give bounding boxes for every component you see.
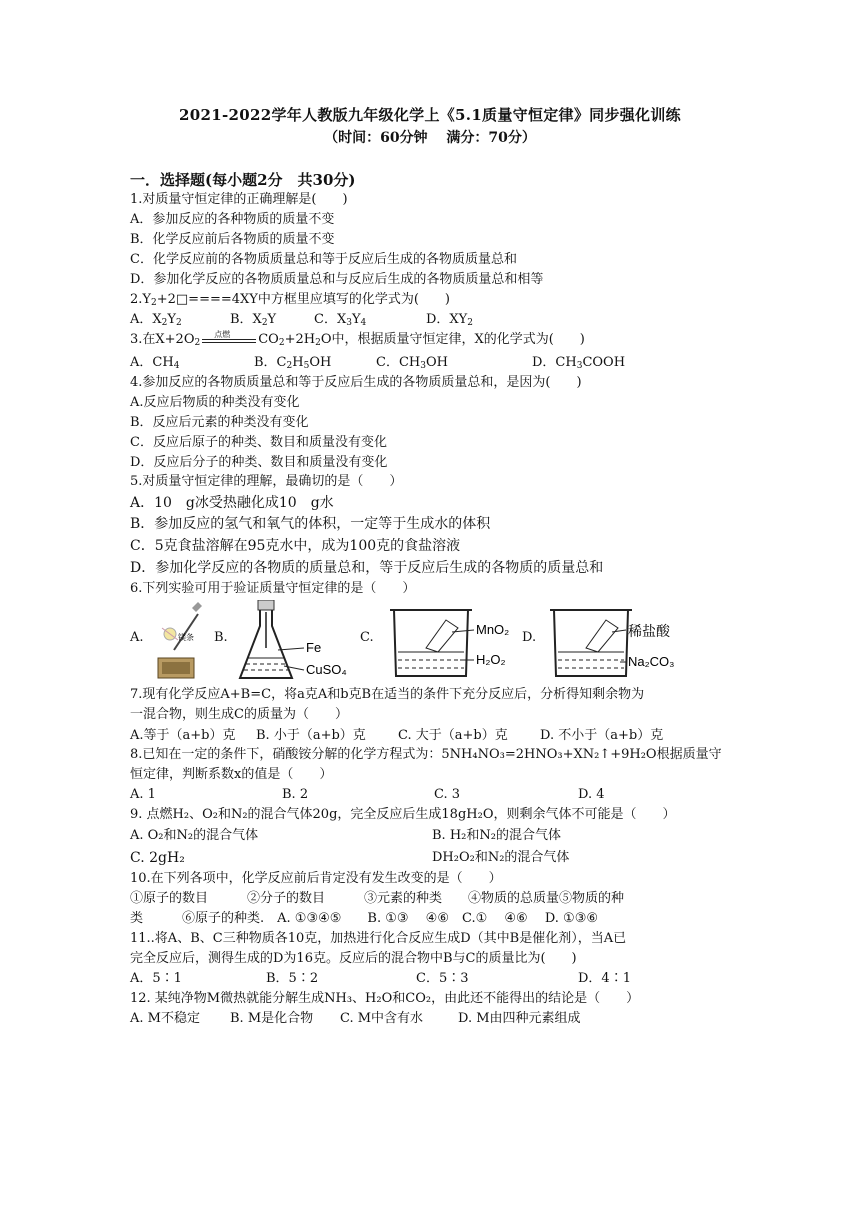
q3-option-b: B．$C_2H_5OH$ (254, 355, 332, 371)
beaker-c-icon (386, 600, 536, 684)
q6-label-a: A. (130, 630, 144, 645)
q5-option-b: B．参加反应的氢气和氧气的体积，一定等于生成水的体积 (130, 516, 491, 532)
q4-option-c: C．反应后原子的种类、数目和质量没有变化 (130, 435, 387, 450)
q8-option-c: C. 3 (434, 787, 461, 802)
q12-option-b: B. M是化合物 (230, 1011, 314, 1026)
q8-line-1: 8.已知在一定的条件下，硝酸铵分解的化学方程式为：5NH₄NO₃=2HNO₃+XN₂↑+9H₂O根据质量守 (130, 747, 722, 762)
q9-option-d: DH₂O₂和N₂的混合气体 (432, 850, 570, 865)
q2-option-d: D．$XY_2$ (426, 312, 473, 328)
q7-option-c: C. 大于（a+b）克 (398, 728, 508, 743)
q2-option-a: A．$X_2Y_2$ (130, 312, 182, 328)
q8-option-d: D. 4 (578, 787, 605, 802)
q5-option-c: C．5克食盐溶解在95克水中，成为100克的食盐溶液 (130, 538, 461, 554)
q9-option-c: C. 2gH₂ (130, 850, 185, 866)
q2-option-c: C．$X_3Y_4$ (314, 312, 367, 328)
q6-cuso4-label: CuSO₄ (306, 662, 347, 677)
q4-option-b: B．反应后元素的种类没有变化 (130, 415, 309, 430)
q8-line-2: 恒定律，判断系数x的值是（ ） (130, 767, 333, 782)
q5-option-a: A．10 g冰受热融化成10 g水 (130, 495, 334, 511)
q11-line-1: 11..将A、B、C三种物质各10克，加热进行化合反应生成D（其中B是催化剂），当A已 (130, 931, 627, 946)
q1-stem: 1.对质量守恒定律的正确理解是( ) (130, 192, 348, 207)
q6-mg-label: 镁条 (178, 633, 194, 642)
q1-option-a: A．参加反应的各种物质的质量不变 (130, 212, 335, 227)
q12-line-1: 12. 某纯净物M微热就能分解生成NH₃、H₂O和CO₂，由此还不能得出的结论是（ ） (130, 991, 640, 1006)
q4-option-a: A.反应后物质的种类没有变化 (130, 395, 300, 410)
q7-option-d: D. 不小于（a+b）克 (540, 728, 664, 743)
page-title: 2021-2022学年人教版九年级化学上《5.1质量守恒定律》同步强化训练 (179, 106, 681, 124)
q7-line-2: 一混合物，则生成C的质量为（ ） (130, 707, 348, 722)
q1-option-c: C．化学反应前的各物质质量总和等于反应后生成的各物质质量总和 (130, 252, 517, 267)
q7-option-a: A.等于（a+b）克 (130, 728, 236, 743)
q3-option-c: C．$CH_3OH$ (376, 355, 448, 371)
magnesium-burning-icon (148, 600, 214, 684)
q6-na2co3-label: Na₂CO₃ (628, 654, 675, 669)
q5-stem: 5.对质量守恒定律的理解，最确切的是（ ） (130, 474, 403, 489)
q4-stem: 4.参加反应的各物质质量总和等于反应后生成的各物质质量总和，是因为( ) (130, 375, 582, 390)
q12-option-c: C. M中含有水 (340, 1011, 424, 1026)
page-subtitle: （时间：60分钟 满分：70分） (324, 130, 536, 146)
q9-option-b: B. H₂和N₂的混合气体 (432, 828, 561, 843)
q10-line-3: 类 ⑥原子的种类. A. ①③④⑤ B. ①③ ④⑥ C.① ④⑥ D. ①③⑥ (130, 911, 599, 926)
q3-reaction-condition: 点燃 (200, 332, 258, 346)
q6-label-b: B. (214, 630, 228, 645)
q4-option-d: D．反应后分子的种类、数目和质量没有变化 (130, 455, 388, 470)
q9-option-a: A. O₂和N₂的混合气体 (130, 828, 259, 843)
q11-option-d: D．4∶1 (578, 971, 631, 986)
conical-flask-icon (232, 600, 362, 684)
q11-option-a: A．5∶1 (130, 971, 182, 986)
q12-option-a: A. M不稳定 (130, 1011, 200, 1026)
q7-option-b: B. 小于（a+b）克 (256, 728, 366, 743)
q8-option-a: A. 1 (130, 787, 156, 802)
q1-option-d: D．参加化学反应的各物质质量总和与反应后生成的各物质质量总和相等 (130, 272, 544, 287)
q6-hcl-label: 稀盐酸 (628, 624, 670, 640)
q3-option-a: A．$CH_4$ (130, 355, 180, 371)
q5-option-d: D．参加化学反应的各物质的质量总和，等于反应后生成的各物质的质量总和 (130, 560, 604, 576)
q11-line-2: 完全反应后，测得生成的D为16克。反应后的混合物中B与C的质量比为( ) (130, 951, 577, 966)
q2-stem: $2.Y_2+2□====4XY$中方框里应填写的化学式为( ) (130, 292, 451, 308)
q11-option-c: C．5∶3 (416, 971, 469, 986)
q1-option-b: B．化学反应前后各物质的质量不变 (130, 232, 335, 247)
q6-label-c: C. (360, 630, 374, 645)
q6-apparatus-row (130, 600, 690, 684)
q6-stem: 6.下列实验可用于验证质量守恒定律的是（ ） (130, 581, 416, 596)
q3-option-d: D．$CH_3COOH$ (532, 355, 626, 371)
q6-h2o2-label: H₂O₂ (476, 652, 506, 667)
q7-line-1: 7.现有化学反应A+B=C，将a克A和b克B在适当的条件下充分反应后，分析得知剩余物为 (130, 687, 645, 702)
q2-option-b: B．$X_2Y$ (230, 312, 277, 328)
section-heading: 一．选择题(每小题2分 共30分) (130, 171, 356, 189)
q10-line-2: ①原子的数目 ②分子的数目 ③元素的种类 ④物质的总质量⑤物质的种 (130, 891, 625, 906)
beaker-d-icon (546, 600, 696, 684)
q12-option-d: D. M由四种元素组成 (458, 1011, 581, 1026)
q6-fe-label: Fe (306, 640, 322, 655)
q6-label-d: D. (522, 630, 537, 645)
q8-option-b: B. 2 (282, 787, 309, 802)
q11-option-b: B．5∶2 (266, 971, 319, 986)
q10-line-1: 10.在下列各项中，化学反应前后肯定没有发生改变的是（ ） (130, 871, 502, 886)
q3-stem: 3.在$X+2O_2$ 点燃 $CO_2+2H_2O$中，根据质量守恒定律，X的化学式为( ) (130, 330, 585, 348)
q9-line-1: 9. 点燃H₂、O₂和N₂的混合气体20g，完全反应后生成18gH₂O，则剩余气体不可能是（ ） (130, 807, 676, 822)
q6-mno2-label: MnO₂ (476, 622, 510, 637)
